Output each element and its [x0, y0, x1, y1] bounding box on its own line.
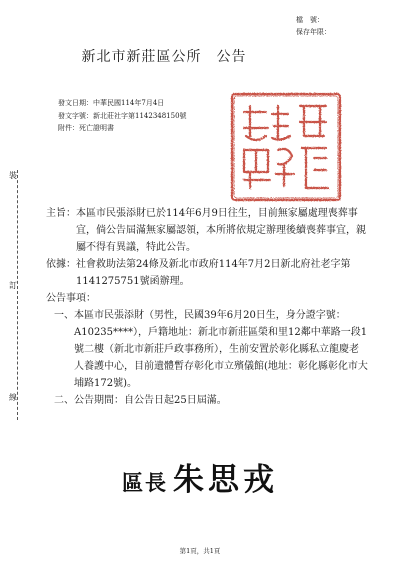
binding-dashed-line [17, 170, 18, 420]
notice-item-number: 一、 [54, 310, 74, 321]
signatory-name: 朱思戎 [173, 462, 279, 498]
binding-line [6, 170, 28, 420]
binding-char-3: 線 [9, 393, 17, 402]
notice-item [46, 307, 368, 392]
signatory-title: 區長 [121, 471, 168, 495]
subject-text: 本區市民張添財已於114年6月9日往生，目前無家屬處理喪葬事宜，倘公告屆滿無家屬認領，本所將依規定辦理後續喪葬事宜，親屬不得有異議，特此公告。 [76, 208, 366, 253]
official-seal [220, 84, 352, 210]
page-footer: 第1頁，共1頁 [179, 547, 221, 555]
issue-date: 發文日期：中華民國114年7月4日 [58, 99, 165, 107]
document-meta [58, 97, 187, 135]
basis-text: 社會救助法第24條及新北市政府114年7月2日新北府社老字第1141275751號函辦理。 [76, 259, 351, 287]
notice-label: 公告事項： [46, 293, 96, 304]
basis-section [46, 256, 368, 290]
notice-item-text: 公告期間：自公告日起25日屆滿。 [74, 395, 227, 406]
notice-item-text: 本區市民張添財（男性，民國39年6月20日生，身分證字號：A10235****），戶籍地址：新北市新莊區榮和里12鄰中華路一段1號二樓（新北市新莊戶政事務所），生前安置於彰化縣私立龍慶老人養護中心，目前遺體暫存彰化市立殯儀館(地址：彰化縣彰化市大埔路172號)。 [74, 310, 368, 389]
subject-section [46, 205, 368, 256]
announcement-body [46, 205, 368, 409]
binding-char-1: 裝 [9, 171, 17, 180]
file-number-label: 檔 號： [296, 16, 324, 24]
signature-block [0, 454, 400, 499]
basis-label: 依據： [46, 259, 76, 270]
document-title: 新北市新莊區公所 公告 [81, 49, 247, 65]
archive-fields [296, 14, 372, 38]
notice-item-number: 二、 [54, 395, 74, 406]
notice-section [46, 290, 368, 409]
subject-label: 主旨： [46, 208, 76, 219]
retention-label: 保存年限： [296, 28, 331, 36]
binding-char-2: 訂 [9, 281, 17, 290]
document-number: 發文字號：新北莊社字第1142348150號 [58, 111, 187, 120]
notice-item [46, 392, 368, 409]
attachment: 附件：死亡證明書 [58, 124, 114, 132]
